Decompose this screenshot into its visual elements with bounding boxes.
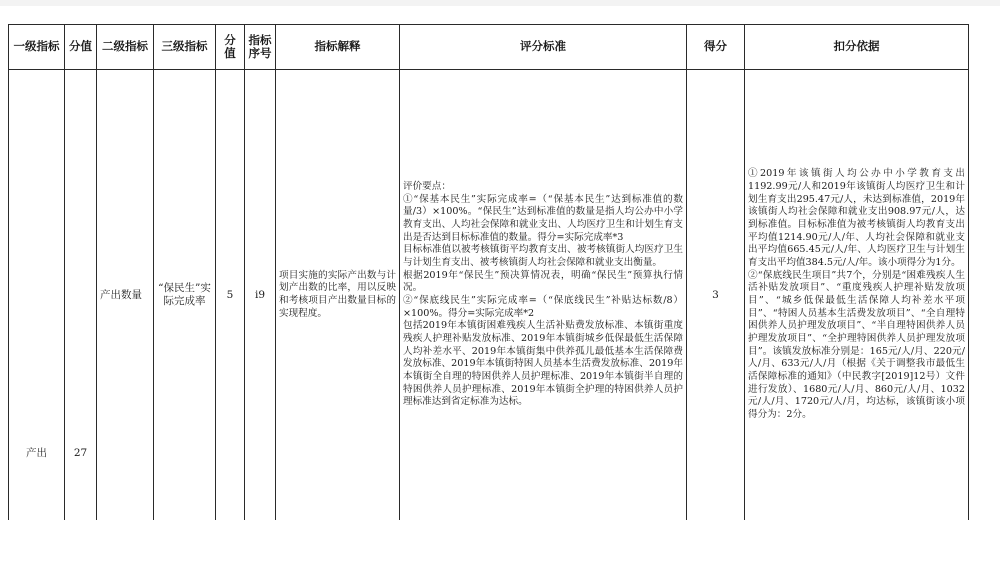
header-deduction: 扣分依据 [745, 25, 969, 70]
cell-explanation: 项目实施的实际产出数与计划产出数的比率，用以反映和考核项目产出数量目标的实现程度。 [276, 70, 400, 521]
header-score: 分值 [216, 25, 245, 70]
cell-level1: 产出 [9, 70, 65, 521]
scan-edge [0, 0, 1000, 6]
cell-score: 5 [216, 70, 245, 521]
cell-deduction [745, 70, 969, 521]
header-criteria: 评分标准 [400, 25, 687, 70]
header-level1-score: 分值 [65, 25, 97, 70]
cell-index-no: i9 [245, 70, 276, 521]
header-level1: 一级指标 [9, 25, 65, 70]
cell-level2: 产出数量 [97, 70, 154, 521]
header-score-got: 得分 [687, 25, 745, 70]
cell-level1-score: 27 [65, 70, 97, 521]
criteria-line: 根据2019年“保民生”预决算情况表，明确“保民生”预算执行情况。 [403, 269, 683, 294]
header-level3: 三级指标 [154, 25, 216, 70]
header-row [9, 25, 969, 70]
header-level2: 二级指标 [97, 25, 154, 70]
header-explanation: 指标解释 [276, 25, 400, 70]
cell-criteria [400, 70, 687, 521]
deduction-line: ②“保底线民生项目”共7个，分别是“困难残疾人生活补贴发放项目”、“重度残疾人护理补贴发放项目”、“城乡低保最低生活保障人均补差水平项目”、“特困人员基本生活费发放项目”、“全自理特困供养人员护理发放项目”、“半自理特困供养人员护理发放项目”、“全护理特困供养人员护理发放项目”。该镇发放标准分别是：165元/人/月、220元/人/月、633元/人/月（根据《关于调整我市最低生活保障标准的通知》（中民教字[2019]12号）文件进行发放）、1680元/人/月、860元/人/月、1032元/人/月、1720元/人/月，均达标，该镇街该小项得分为：2分。 [748, 269, 965, 420]
criteria-line: 评价要点： [403, 181, 451, 193]
criteria-line: ①“保基本民生”实际完成率=（“保基本民生”达到标准值的数量/3）×100%。“保民生”达到标准值的数量是指人均公办中小学教育支出、人均社会保障和就业支出、人均医疗卫生和计划生育支出是否达到目标标准值的数量。得分=实际完成率*3 [403, 193, 683, 243]
criteria-line: 包括2019年本镇街困难残疾人生活补贴费发放标准、本镇街重度残疾人护理补贴发放标准、2019年本镇街城乡低保最低生活保障人均补差水平、2019年本镇街集中供养孤儿最低基本生活保障费发放标准、2019年本镇街特困人员基本生活费发放标准、2019年本镇街全自理的特困供养人员护理标准、2019年本镇街半自理的特困供养人员护理标准、2019年本镇街全护理的特困供养人员护理标准达到省定标准为达标。 [403, 320, 683, 408]
criteria-line: ②“保底线民生”实际完成率=（“保底线民生”补贴达标数/8）×100%。得分=实际完成率*2 [403, 295, 683, 319]
criteria-line: 目标标准值以被考核镇街平均教育支出、被考核镇街人均医疗卫生与计划生育支出、被考核镇街人均社会保障和就业支出衡量。 [403, 244, 683, 269]
cell-score-got: 3 [687, 70, 745, 521]
cell-level3: “保民生”实际完成率 [154, 70, 216, 521]
evaluation-table [8, 24, 969, 520]
header-index-no: 指标序号 [245, 25, 276, 70]
deduction-line: ①2019年该镇街人均公办中小学教育支出1192.99元/人和2019年该镇街人均医疗卫生和计划生育支出295.47元/人，未达到标准值，2019年该镇街人均社会保障和就业支出908.97元/人，达到标准值。目标标准值为被考核镇街人均教育支出平均值1214.90元/人/年、人均社会保障和就业支出平均值665.45元/人/年、人均医疗卫生与计划生育支出平均值384.5元/人/年。该小项得分为1分。 [748, 168, 965, 269]
table-row [9, 70, 969, 521]
